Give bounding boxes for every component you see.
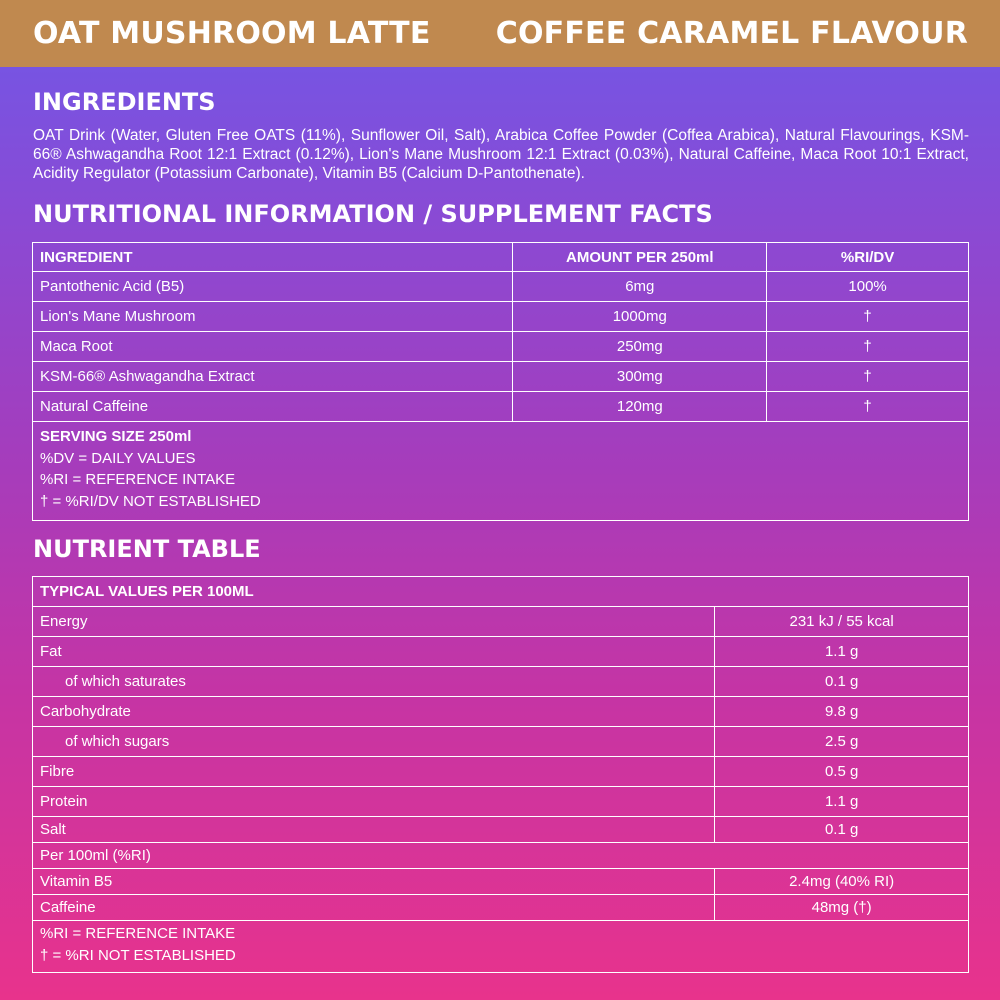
nutrient-name: Fibre bbox=[33, 757, 715, 787]
nutrient-value: 1.1 g bbox=[715, 637, 969, 667]
ingredient-amount: 1000mg bbox=[513, 302, 767, 332]
nutrient-header: TYPICAL VALUES PER 100ML bbox=[33, 577, 969, 607]
dv-note: %DV = DAILY VALUES bbox=[40, 449, 196, 467]
ingredient-amount: 6mg bbox=[513, 272, 767, 302]
ingredient-ri: † bbox=[767, 332, 969, 362]
nutrient-notes bbox=[33, 921, 969, 973]
nutrient-name: of which saturates bbox=[33, 667, 715, 697]
table-row bbox=[33, 757, 969, 787]
ri-note: %RI = REFERENCE INTAKE bbox=[40, 925, 236, 942]
flavour-name: COFFEE CARAMEL FLAVOUR bbox=[495, 16, 968, 51]
table-row bbox=[33, 302, 969, 332]
ingredient-ri: † bbox=[767, 302, 969, 332]
nutrient-subheader: Per 100ml (%RI) bbox=[33, 843, 969, 869]
table-row bbox=[33, 272, 969, 302]
nutrient-title: NUTRIENT TABLE bbox=[33, 535, 261, 563]
nutrient-value: 2.4mg (40% RI) bbox=[715, 869, 969, 895]
ingredient-name: Natural Caffeine bbox=[33, 392, 513, 422]
table-row bbox=[33, 817, 969, 843]
nutrient-value: 9.8 g bbox=[715, 697, 969, 727]
table-row bbox=[33, 787, 969, 817]
table-row bbox=[33, 727, 969, 757]
nutrient-value: 48mg (†) bbox=[715, 895, 969, 921]
ingredients-text: OAT Drink (Water, Gluten Free OATS (11%), Sunflower Oil, Salt), Arabica Coffee Powder (Coffea Arabica), Natural Flavourings, KSM-66® Ashwagandha Root 12:1 Extract (0.12%), Lion's Mane Mushroom 12:1 Extract (0.03%), Natural Caffeine, Maca Root 10:1 Extract, Acidity Regulator (Potassium Carbonate), Vitamin B5 (Calcium D-Pantothenate). bbox=[33, 127, 969, 182]
ingredient-ri: † bbox=[767, 392, 969, 422]
nutrient-notes-row bbox=[33, 921, 969, 973]
nutrient-table bbox=[32, 576, 969, 973]
nutrient-name: of which sugars bbox=[33, 727, 715, 757]
supplement-title: NUTRITIONAL INFORMATION / SUPPLEMENT FACTS bbox=[33, 200, 713, 228]
supplement-notes-row bbox=[33, 422, 969, 521]
table-row bbox=[33, 332, 969, 362]
ingredient-ri: 100% bbox=[767, 272, 969, 302]
table-row bbox=[33, 895, 969, 921]
table-row bbox=[33, 637, 969, 667]
ingredient-name: Pantothenic Acid (B5) bbox=[33, 272, 513, 302]
dagger-note: † = %RI NOT ESTABLISHED bbox=[40, 946, 236, 964]
nutrient-name: Vitamin B5 bbox=[33, 869, 715, 895]
nutrient-name: Salt bbox=[33, 817, 715, 843]
ingredients-title: INGREDIENTS bbox=[33, 88, 216, 116]
table-row bbox=[33, 869, 969, 895]
table-row bbox=[33, 362, 969, 392]
nutrient-value: 0.1 g bbox=[715, 817, 969, 843]
supplement-table bbox=[32, 242, 969, 521]
nutrient-name: Carbohydrate bbox=[33, 697, 715, 727]
supplement-header-row bbox=[33, 243, 969, 272]
table-row bbox=[33, 697, 969, 727]
ingredient-name: Lion's Mane Mushroom bbox=[33, 302, 513, 332]
product-name: OAT MUSHROOM LATTE bbox=[33, 16, 431, 51]
nutrient-value: 0.5 g bbox=[715, 757, 969, 787]
nutrient-value: 2.5 g bbox=[715, 727, 969, 757]
nutrient-subheader-row bbox=[33, 843, 969, 869]
ingredient-amount: 250mg bbox=[513, 332, 767, 362]
header-ri-dv: %RI/DV bbox=[767, 243, 969, 272]
nutrient-value: 0.1 g bbox=[715, 667, 969, 697]
ri-note: %RI = REFERENCE INTAKE bbox=[40, 471, 236, 488]
supplement-notes bbox=[33, 422, 969, 521]
nutrient-name: Protein bbox=[33, 787, 715, 817]
nutrient-name: Caffeine bbox=[33, 895, 715, 921]
ingredient-name: KSM-66® Ashwagandha Extract bbox=[33, 362, 513, 392]
table-row bbox=[33, 392, 969, 422]
ingredient-name: Maca Root bbox=[33, 332, 513, 362]
nutrient-header-row bbox=[33, 577, 969, 607]
ingredient-ri: † bbox=[767, 362, 969, 392]
ingredient-amount: 300mg bbox=[513, 362, 767, 392]
header-ingredient: INGREDIENT bbox=[33, 243, 513, 272]
dagger-note: † = %RI/DV NOT ESTABLISHED bbox=[40, 492, 261, 510]
table-row bbox=[33, 607, 969, 637]
nutrient-value: 1.1 g bbox=[715, 787, 969, 817]
header-bar bbox=[0, 0, 1000, 67]
ingredient-amount: 120mg bbox=[513, 392, 767, 422]
serving-size-note: SERVING SIZE 250ml bbox=[40, 428, 192, 445]
header-amount: AMOUNT PER 250ml bbox=[513, 243, 767, 272]
nutrient-name: Energy bbox=[33, 607, 715, 637]
nutrient-value: 231 kJ / 55 kcal bbox=[715, 607, 969, 637]
table-row bbox=[33, 667, 969, 697]
nutrient-name: Fat bbox=[33, 637, 715, 667]
